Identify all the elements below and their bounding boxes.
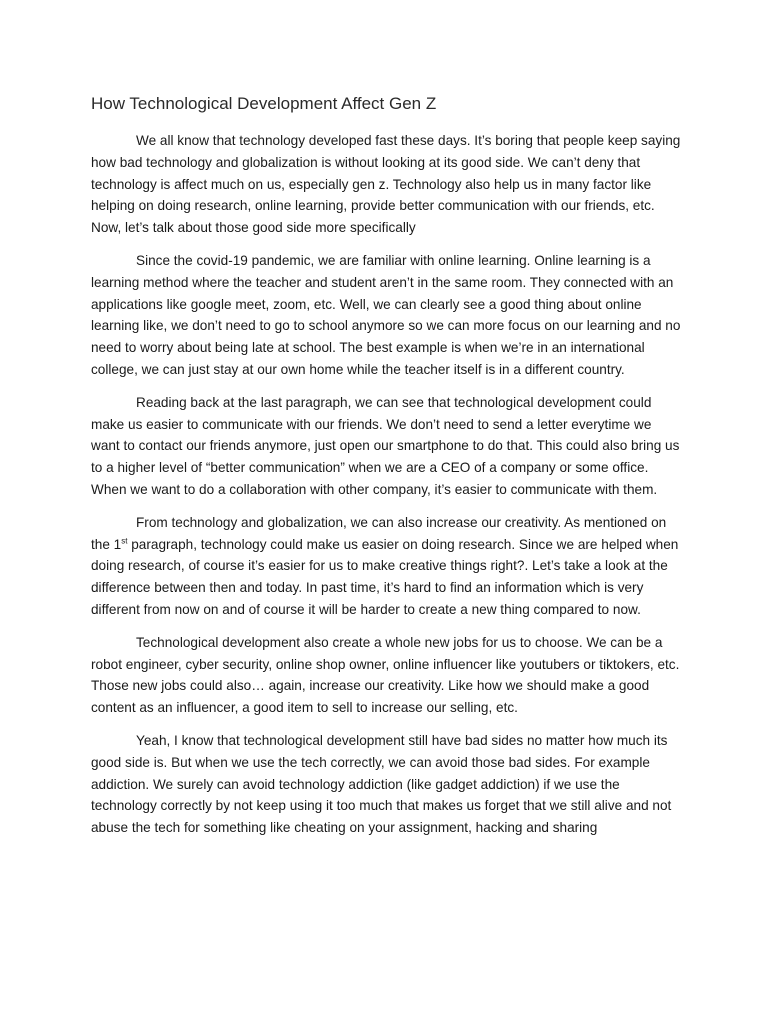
paragraph-creativity-part-2: paragraph, technology could make us easier on doing research. Since we are helped when doing research, of course it’s easier for us to make creative things right?. Let’s take a look at the difference between then and today. In past time, it’s hard to find an information which is very different from now on and of course it will be harder to create a new thing compared to now. bbox=[91, 536, 679, 617]
document-title: How Technological Development Affect Gen Z bbox=[91, 94, 437, 113]
paragraph-intro: We all know that technology developed fast these days. It’s boring that people keep saying how bad technology and globalization is without looking at its good side. We can’t deny that technology is affect much on us, especially gen z. Technology also help us in many factor like helping on doing research, online learning, provide better communication with our friends, etc. Now, let’s talk about those good side more specifically bbox=[91, 133, 681, 236]
paragraph-creativity bbox=[91, 512, 683, 621]
paragraph-creativity-part-1: From technology and globalization, we can also increase our creativity. As mentioned on the 1 bbox=[91, 514, 667, 552]
paragraph-new-jobs: Technological development also create a whole new jobs for us to choose. We can be a robot engineer, cyber security, online shop owner, online influencer like youtubers or tiktokers, etc. Those new jobs could also… again, increase our creativity. Like how we should make a good content as an influencer, a good item to sell to increase our selling, etc. bbox=[91, 634, 680, 716]
document-body bbox=[91, 130, 683, 850]
paragraph-communication: Reading back at the last paragraph, we can see that technological development could make us easier to communicate with our friends. We don’t need to send a letter everytime we want to contact our friends anymore, just open our smartphone to do that. This could also bring us to a higher level of “better communication” when we are a CEO of a company or some office. When we want to do a collaboration with other company, it’s easier to communicate with them. bbox=[91, 394, 680, 497]
ordinal-superscript: st bbox=[121, 536, 128, 546]
paragraph-online-learning: Since the covid-19 pandemic, we are familiar with online learning. Online learning is a learning method where the teacher and student aren’t in the same room. They connected with an applications like google meet, zoom, etc. Well, we can clearly see a good thing about online learning like, we don’t need to go to school anymore so we can more focus on our learning and no need to worry about being late at school. The best example is when we’re in an international college, we can just stay at our own home while the teacher itself is in a different country. bbox=[91, 252, 681, 377]
paragraph-bad-sides: Yeah, I know that technological development still have bad sides no matter how much its good side is. But when we use the tech correctly, we can avoid those bad sides. For example addiction. We surely can avoid technology addiction (like gadget addiction) if we use the technology correctly by not keep using it too much that makes us forget that we still alive and not abuse the tech for something like cheating on your assignment, hacking and sharing bbox=[91, 732, 672, 836]
